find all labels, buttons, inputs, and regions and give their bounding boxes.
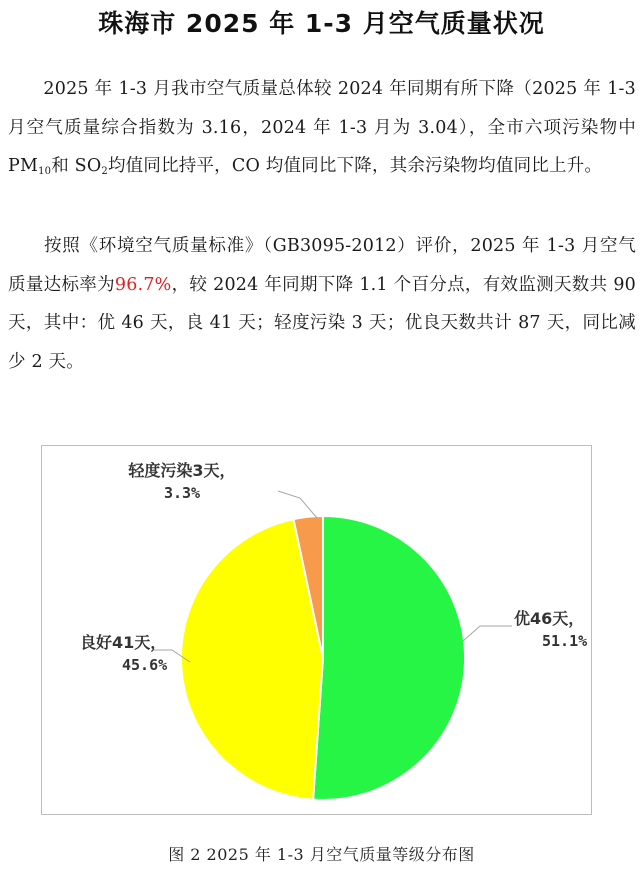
pie-chart [42,446,593,816]
page-title: 珠海市 2025 年 1-3 月空气质量状况 [98,9,545,38]
paragraph-evaluation [8,227,636,381]
summary-text-b: 和 SO [51,156,102,176]
compliance-rate: 96.7% [114,274,172,295]
summary-text-c: 均值同比持平，CO 均值同比下降，其余污染物均值同比上升。 [107,156,603,176]
slice-label-excellent: 优46天， [514,609,585,628]
slice-label-light-pollution: 轻度污染3天， [128,461,236,480]
leader-line-excellent [463,626,512,641]
so-subscript: 2 [101,166,108,177]
summary-text-a: 2025 年 1-3 月我市空气质量总体较 2024 年同期有所下降（2025 年 1-3 月空气质量综合指数为 3.16，2024 年 1-3 月为 3.04），全市六项污染物中 PM [8,79,636,176]
pie-chart-frame [41,445,592,815]
slice-percent-light-pollution: 3.3% [163,484,201,502]
slice-label-good: 良好41天， [80,633,167,652]
pie-slice-excellent [313,516,465,800]
evaluation-text-b: ，较 2024 年同期下降 1.1 个百分点，有效监测天数共 90 天，其中：优 46 天，良 41 天；轻度污染 3 天；优良天数共计 87 天，同比减少 2 天。 [8,274,636,372]
slice-percent-good: 45.6% [122,656,168,674]
evaluation-text-a: 按照《环境空气质量标准》（GB3095-2012）评价，2025 年 1-3 月空气质量达标率为 [8,236,636,295]
figure-caption: 图 2 2025 年 1-3 月空气质量等级分布图 [168,845,475,864]
slice-percent-excellent: 51.1% [542,632,588,650]
leader-line-light-pollution [278,491,317,518]
paragraph-summary [8,70,636,192]
pm-subscript: 10 [38,166,52,177]
